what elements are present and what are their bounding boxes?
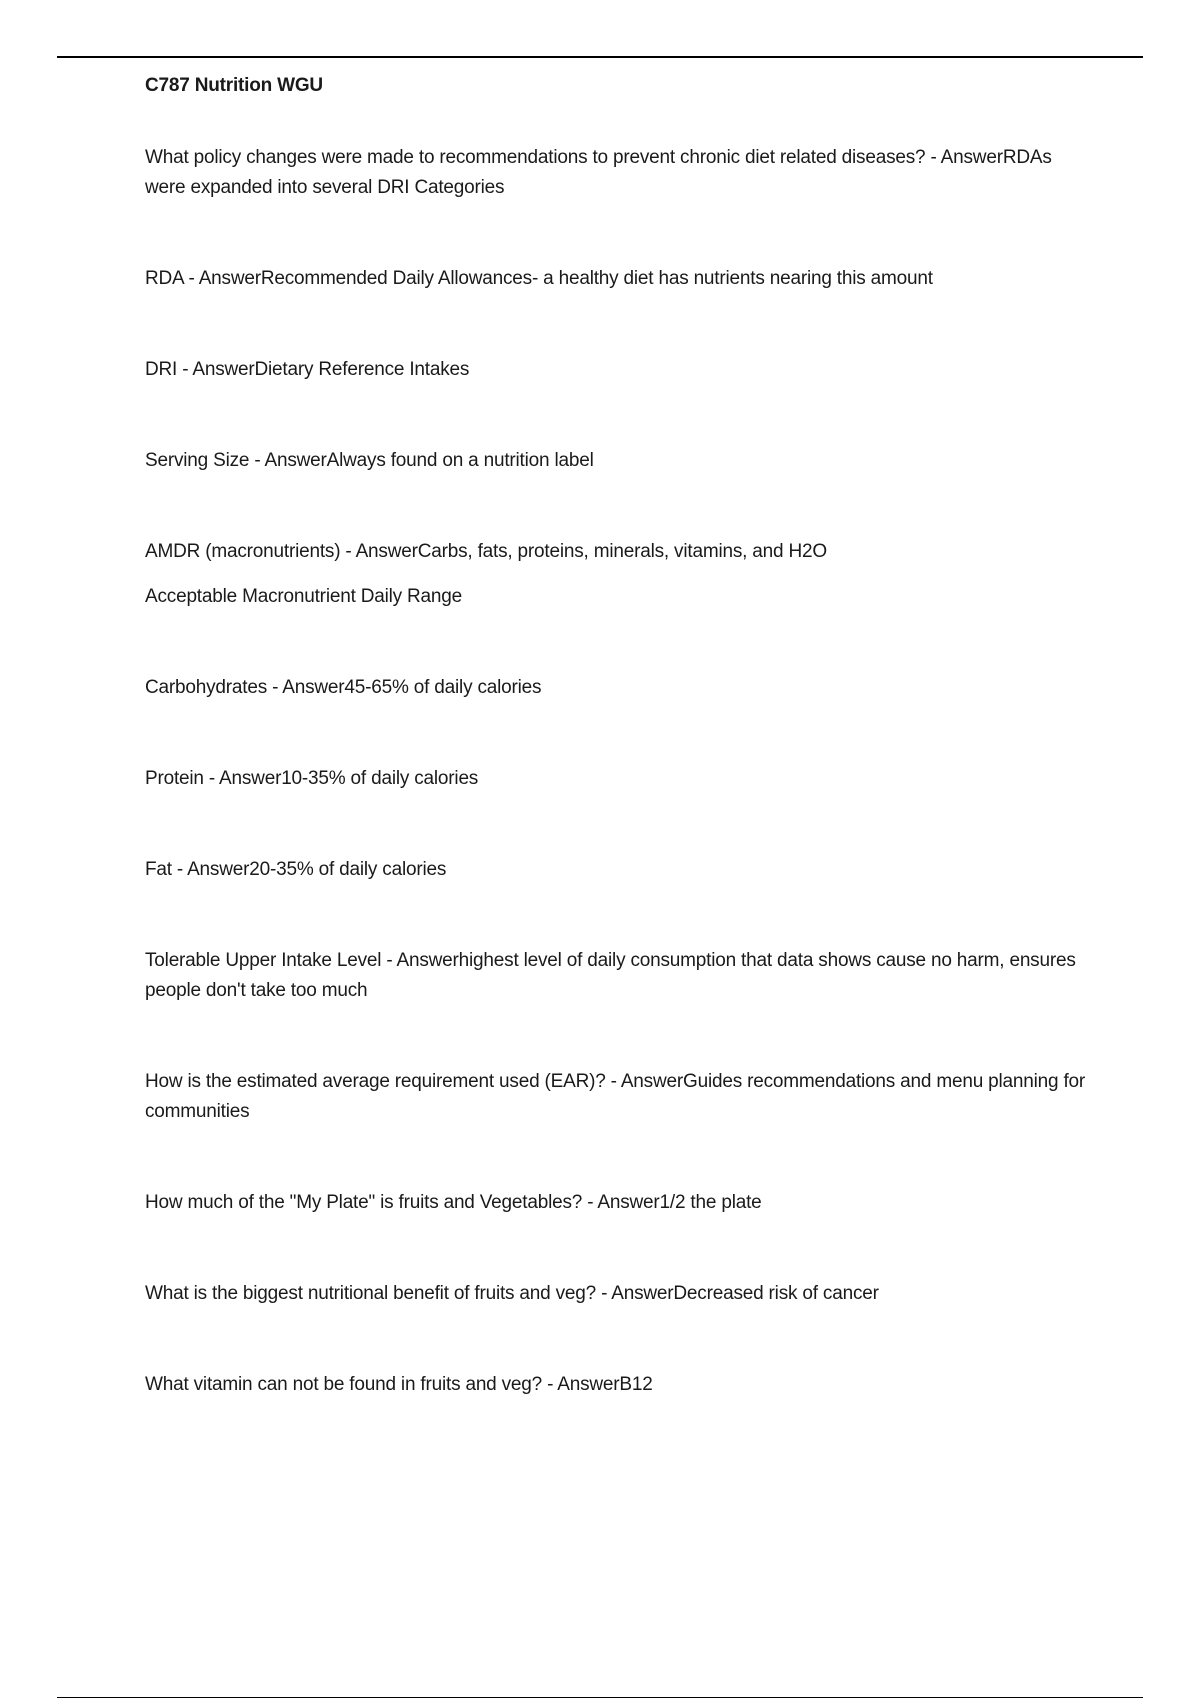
qa-text: Serving Size - AnswerAlways found on a nutrition label (145, 450, 594, 471)
qa-text: AMDR (macronutrients) - AnswerCarbs, fats, proteins, minerals, vitamins, and H2O (145, 541, 827, 562)
bottom-rule (57, 1697, 1143, 1698)
qa-text: Carbohydrates - Answer45-65% of daily calories (145, 677, 542, 698)
document-title: C787 Nutrition WGU (145, 75, 323, 96)
qa-entry-4 (145, 446, 1095, 476)
qa-entry-7 (145, 764, 1095, 794)
document-body (145, 71, 1095, 1400)
qa-entry-2 (145, 264, 1095, 294)
qa-entry-3 (145, 355, 1095, 385)
qa-entry-11 (145, 1188, 1095, 1218)
qa-extra-text: Acceptable Macronutrient Daily Range (145, 586, 463, 607)
qa-text: What policy changes were made to recommendations to prevent chronic diet related diseases? - AnswerRDAs were expanded into several DRI Categories (145, 147, 1052, 198)
qa-text: Protein - Answer10-35% of daily calories (145, 768, 479, 789)
qa-entry-9 (145, 946, 1095, 1006)
qa-text: Fat - Answer20-35% of daily calories (145, 859, 447, 880)
qa-entry-8 (145, 855, 1095, 885)
qa-entry-5 (145, 537, 1095, 612)
qa-entry-13 (145, 1370, 1095, 1400)
qa-entry-10 (145, 1067, 1095, 1127)
qa-text: How is the estimated average requirement used (EAR)? - AnswerGuides recommendations and menu planning for communities (145, 1071, 1086, 1122)
qa-text: Tolerable Upper Intake Level - Answerhighest level of daily consumption that data shows cause no harm, ensures people don't take too much (145, 950, 1076, 1001)
qa-text: RDA - AnswerRecommended Daily Allowances- a healthy diet has nutrients nearing this amount (145, 268, 933, 289)
qa-text: How much of the "My Plate" is fruits and Vegetables? - Answer1/2 the plate (145, 1192, 762, 1213)
qa-entry-6 (145, 673, 1095, 703)
qa-entry-1 (145, 143, 1095, 203)
qa-text: What vitamin can not be found in fruits and veg? - AnswerB12 (145, 1374, 653, 1395)
qa-text: DRI - AnswerDietary Reference Intakes (145, 359, 470, 380)
qa-text: What is the biggest nutritional benefit of fruits and veg? - AnswerDecreased risk of cancer (145, 1283, 879, 1304)
top-rule (57, 56, 1143, 58)
qa-entry-12 (145, 1279, 1095, 1309)
